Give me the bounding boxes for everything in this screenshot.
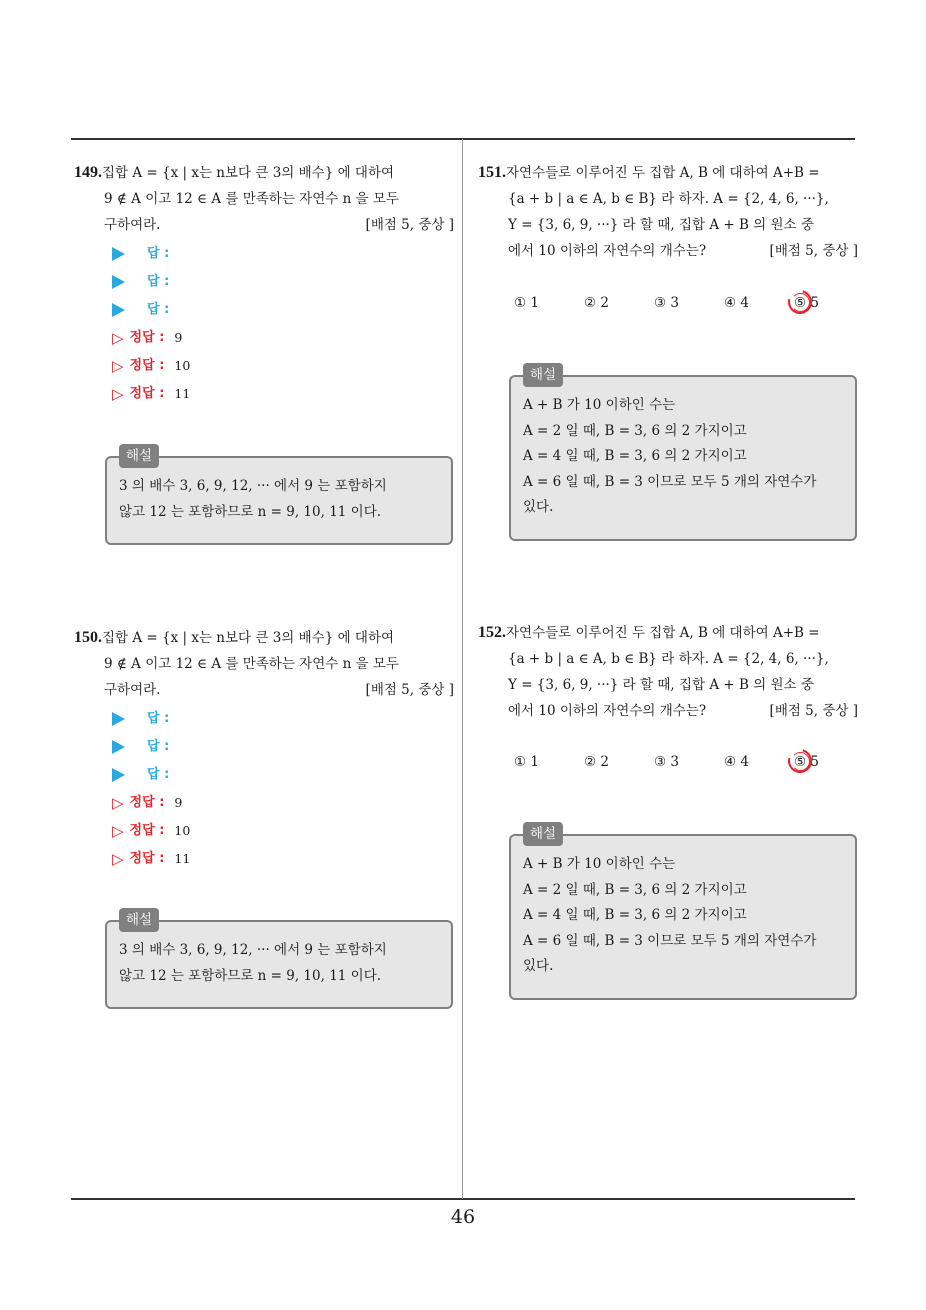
- problem-number: 150.: [74, 629, 102, 646]
- answer-row: ▷ 정답 : 9: [112, 789, 454, 817]
- answer-blank[interactable]: 답 :: [112, 268, 454, 296]
- answer-list: [112, 705, 454, 873]
- triangle-icon: [112, 740, 125, 754]
- choice-4[interactable]: ④ 4: [724, 754, 749, 770]
- answer-blank[interactable]: 답 :: [112, 733, 454, 761]
- answer-blank[interactable]: 답 :: [112, 240, 454, 268]
- triangle-outline-icon: ▷: [112, 850, 124, 868]
- problem-149: [74, 160, 454, 408]
- choice-1[interactable]: ① 1: [514, 754, 539, 770]
- answer-blank[interactable]: 답 :: [112, 761, 454, 789]
- explanation-tag: 해설: [523, 363, 563, 387]
- choice-3[interactable]: ③ 3: [654, 295, 679, 311]
- explanation-box: 해설 3 의 배수 3, 6, 9, 12, ··· 에서 9 는 포함하지 않고 12 는 포함하므로 n = 9, 10, 11 이다.: [105, 456, 453, 545]
- answer-row: ▷ 정답 : 10: [112, 817, 454, 845]
- triangle-outline-icon: ▷: [112, 329, 124, 347]
- problem-number: 149.: [74, 164, 102, 181]
- triangle-outline-icon: ▷: [112, 385, 124, 403]
- answer-circle-icon: [791, 752, 810, 771]
- problem-stem: 152.자연수들로 이루어진 두 집합 A, B 에 대하여 A+B = {a + b | a ∈ A, b ∈ B} 라 하자. A = {2, 4, 6, ···}, Y = {3, 6, 9, ···} 라 할 때, 집합 A + B 의 원소 중 에서 10 이하의 자연수의 개수는? [배점 5, 중상 ]: [478, 620, 858, 724]
- score: [배점 5, 중상 ]: [769, 243, 858, 259]
- problem-150: [74, 625, 454, 873]
- score: [배점 5, 중상 ]: [365, 217, 454, 233]
- page-number: 46: [450, 1206, 476, 1228]
- triangle-outline-icon: ▷: [112, 794, 124, 812]
- score: [배점 5, 중상 ]: [365, 682, 454, 698]
- top-rule: [71, 138, 855, 140]
- answer-list: [112, 240, 454, 408]
- problem-stem: 151.자연수들로 이루어진 두 집합 A, B 에 대하여 A+B = {a + b | a ∈ A, b ∈ B} 라 하자. A = {2, 4, 6, ···}, Y = {3, 6, 9, ···} 라 할 때, 집합 A + B 의 원소 중 에서 10 이하의 자연수의 개수는? [배점 5, 중상 ]: [478, 160, 858, 264]
- triangle-icon: [112, 247, 125, 261]
- triangle-icon: [112, 275, 125, 289]
- problem-number: 152.: [478, 624, 506, 641]
- explanation-tag: 해설: [119, 908, 159, 932]
- triangle-icon: [112, 712, 125, 726]
- triangle-outline-icon: ▷: [112, 822, 124, 840]
- problem-number: 151.: [478, 164, 506, 181]
- choice-5[interactable]: ⑤ 5: [794, 754, 864, 770]
- triangle-icon: [112, 768, 125, 782]
- choice-1[interactable]: ① 1: [514, 295, 539, 311]
- answer-row: ▷ 정답 : 11: [112, 380, 454, 408]
- answer-row: ▷ 정답 : 10: [112, 352, 454, 380]
- explanation-box: 해설 A + B 가 10 이하인 수는 A = 2 일 때, B = 3, 6 의 2 가지이고 A = 4 일 때, B = 3, 6 의 2 가지이고 A = 6 일 때, B = 3 이므로 모두 5 개의 자연수가 있다.: [509, 375, 857, 541]
- bottom-rule: [71, 1198, 855, 1200]
- explanation-box: 해설 A + B 가 10 이하인 수는 A = 2 일 때, B = 3, 6 의 2 가지이고 A = 4 일 때, B = 3, 6 의 2 가지이고 A = 6 일 때, B = 3 이므로 모두 5 개의 자연수가 있다.: [509, 834, 857, 1000]
- answer-blank[interactable]: 답 :: [112, 296, 454, 324]
- choice-list: [514, 295, 864, 311]
- problem-stem: 150.집합 A = {x | x는 n보다 큰 3의 배수} 에 대하여 9 ∉ A 이고 12 ∈ A 를 만족하는 자연수 n 을 모두 구하여라. [배점 5, 중상 ]: [74, 625, 454, 703]
- triangle-outline-icon: ▷: [112, 357, 124, 375]
- explanation-tag: 해설: [119, 444, 159, 468]
- choice-2[interactable]: ② 2: [584, 754, 609, 770]
- choice-3[interactable]: ③ 3: [654, 754, 679, 770]
- choice-2[interactable]: ② 2: [584, 295, 609, 311]
- answer-row: ▷ 정답 : 11: [112, 845, 454, 873]
- choice-4[interactable]: ④ 4: [724, 295, 749, 311]
- problem-151: [478, 160, 858, 264]
- score: [배점 5, 중상 ]: [769, 703, 858, 719]
- problem-152: [478, 620, 858, 724]
- answer-blank[interactable]: 답 :: [112, 705, 454, 733]
- explanation-box: 해설 3 의 배수 3, 6, 9, 12, ··· 에서 9 는 포함하지 않고 12 는 포함하므로 n = 9, 10, 11 이다.: [105, 920, 453, 1009]
- answer-row: ▷ 정답 : 9: [112, 324, 454, 352]
- answer-circle-icon: [791, 293, 810, 312]
- column-divider: [462, 139, 463, 1199]
- triangle-icon: [112, 303, 125, 317]
- choice-5[interactable]: ⑤ 5: [794, 295, 864, 311]
- explanation-tag: 해설: [523, 822, 563, 846]
- choice-list: [514, 754, 864, 770]
- problem-stem: 149.집합 A = {x | x는 n보다 큰 3의 배수} 에 대하여 9 ∉ A 이고 12 ∈ A 를 만족하는 자연수 n 을 모두 구하여라. [배점 5, 중상 ]: [74, 160, 454, 238]
